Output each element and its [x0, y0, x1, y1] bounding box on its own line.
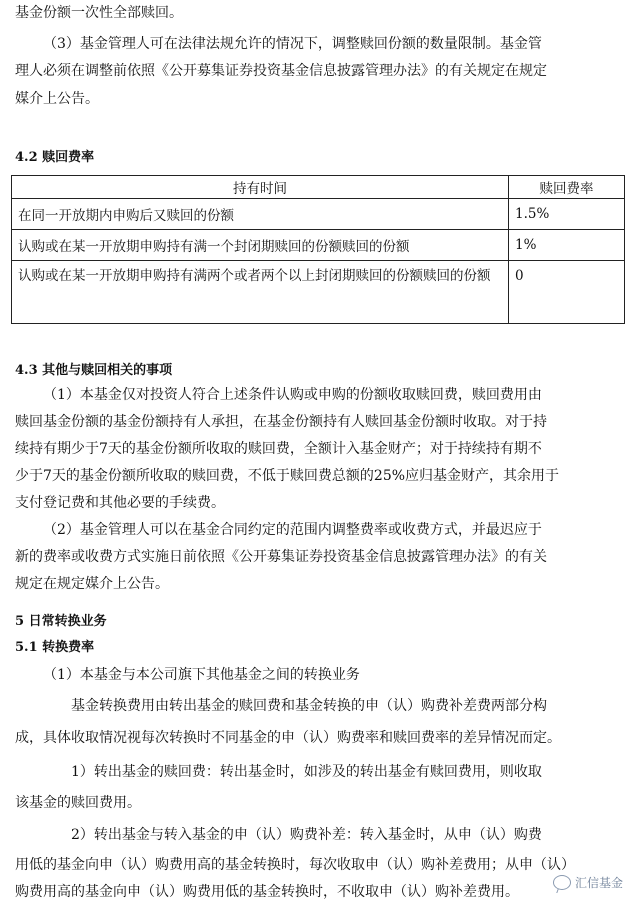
paragraph-line: 该基金的赎回费用。 [15, 795, 141, 811]
paragraph-line: 基金转换费用由转出基金的赎回费和基金转换的申（认）购费补差费两部分构 [71, 698, 547, 714]
watermark [553, 874, 623, 891]
section-heading-4-3: 4.3 其他与赎回相关的事项 [15, 363, 173, 378]
table-header-row [12, 176, 625, 199]
paragraph-line: 少于7天的基金份额所收取的赎回费，不低于赎回费总额的25%应归基金财产，其余用于 [15, 468, 560, 484]
header-holding-period: 持有时间 [12, 176, 509, 199]
header-redemption-rate: 赎回费率 [509, 176, 625, 199]
paragraph-line: （3）基金管理人可在法律法规允许的情况下，调整赎回份额的数量限制。基金管 [43, 36, 542, 52]
cell-rate: 1% [509, 230, 625, 261]
paragraph-line: （1）本基金仅对投资人符合上述条件认购或申购的份额收取赎回费，赎回费用由 [43, 387, 542, 403]
paragraph-line: 新的费率或收费方式实施日前依照《公开募集证券投资基金信息披露管理办法》的有关 [15, 549, 547, 565]
cell-period: 在同一开放期内申购后又赎回的份额 [12, 199, 509, 230]
table-row [12, 199, 625, 230]
paragraph-line: 购费用高的基金向申（认）购费用低的基金转换时，不收取申（认）购补差费用。 [15, 884, 519, 900]
paragraph-line: 赎回基金份额的基金份额持有人承担，在基金份额持有人赎回基金份额时收取。对于持 [15, 414, 547, 430]
section-heading-4-2: 4.2 赎回费率 [15, 150, 95, 165]
cell-period: 认购或在某一开放期申购持有满一个封闭期赎回的份额赎回的份额 [12, 230, 509, 261]
paragraph-line: 支付登记费和其他必要的手续费。 [15, 495, 225, 511]
table-row [12, 261, 625, 324]
section-heading-5: 5 日常转换业务 [15, 614, 107, 629]
paragraph-line: 1）转出基金的赎回费：转出基金时，如涉及的转出基金有赎回费用，则收取 [71, 764, 542, 780]
cell-rate: 0 [509, 261, 625, 324]
watermark-text: 汇信基金 [574, 876, 623, 890]
cell-rate: 1.5% [509, 199, 625, 230]
paragraph-line: 成，具体收取情况视每次转换时不同基金的申（认）购费率和赎回费率的差异情况而定。 [15, 730, 561, 746]
section-heading-5-1: 5.1 转换费率 [15, 640, 95, 655]
paragraph-line: 理人必须在调整前依照《公开募集证券投资基金信息披露管理办法》的有关规定在规定 [15, 63, 547, 79]
cell-period: 认购或在某一开放期申购持有满两个或者两个以上封闭期赎回的份额赎回的份额 [12, 261, 509, 324]
paragraph-line: 2）转出基金与转入基金的申（认）购费补差：转入基金时，从申（认）购费 [71, 827, 542, 843]
paragraph-line: 媒介上公告。 [15, 91, 99, 107]
intro-line: 基金份额一次性全部赎回。 [15, 5, 183, 21]
redemption-fee-table [11, 175, 625, 324]
wechat-icon [553, 875, 571, 890]
paragraph-line: 规定在规定媒介上公告。 [15, 576, 169, 592]
paragraph-line: 续持有期少于7天的基金份额所收取的赎回费，全额计入基金财产；对于持续持有期不 [15, 441, 542, 457]
paragraph-line: 用低的基金向申（认）购费用高的基金转换时，每次收取申（认）购补差费用；从申（认） [15, 857, 575, 873]
paragraph-line: （1）本基金与本公司旗下其他基金之间的转换业务 [43, 667, 360, 683]
table-row [12, 230, 625, 261]
paragraph-line: （2）基金管理人可以在基金合同约定的范围内调整费率或收费方式，并最迟应于 [43, 522, 542, 538]
